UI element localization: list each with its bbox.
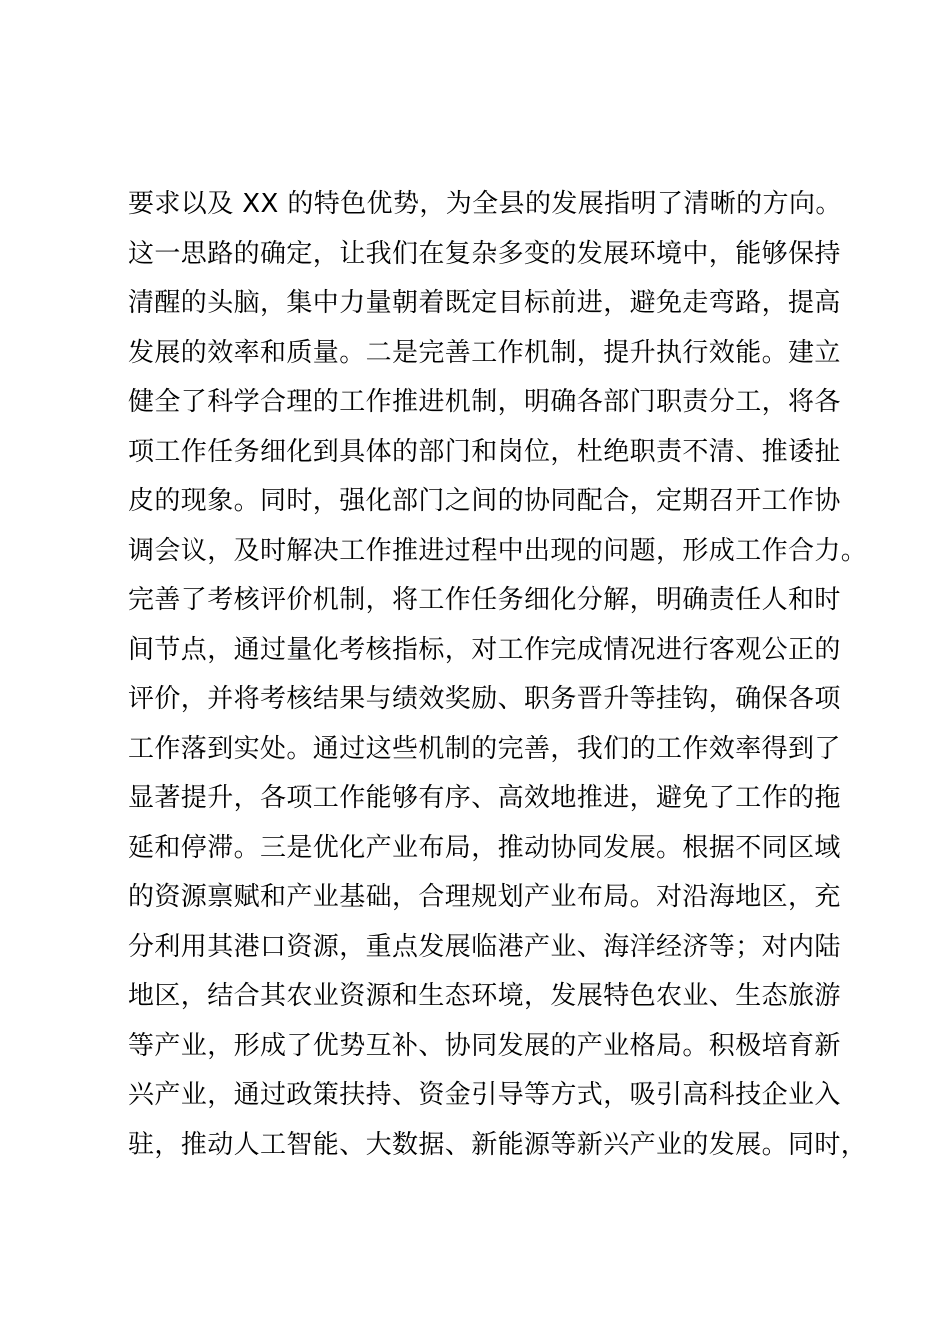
text-line: 延和停滞。三是优化产业布局，推动协同发展。根据不同区域 bbox=[128, 832, 841, 863]
text-line: 健全了科学合理的工作推进机制，明确各部门职责分工，将各 bbox=[128, 387, 841, 417]
text-line: 的资源禀赋和产业基础，合理规划产业布局。对沿海地区，充 bbox=[128, 882, 841, 912]
text-line: 间节点，通过量化考核指标，对工作完成情况进行客观公正的 bbox=[128, 634, 841, 665]
text-line: 兴产业，通过政策扶持、资金引导等方式，吸引高科技企业入 bbox=[128, 1080, 841, 1110]
text-line: 要求以及 XX 的特色优势，为全县的发展指明了清晰的方向。 bbox=[128, 189, 842, 219]
text-line: 工作落到实处。通过这些机制的完善，我们的工作效率得到了 bbox=[128, 733, 841, 764]
body-paragraph bbox=[128, 180, 868, 1170]
text-line: 显著提升，各项工作能够有序、高效地推进，避免了工作的拖 bbox=[128, 783, 841, 813]
text-line: 项工作任务细化到具体的部门和岗位，杜绝职责不清、推诿扯 bbox=[128, 436, 841, 467]
text-line: 皮的现象。同时，强化部门之间的协同配合，定期召开工作协 bbox=[128, 486, 841, 516]
text-line: 发展的效率和质量。二是完善工作机制，提升执行效能。建立 bbox=[128, 337, 841, 368]
text-line: 评价，并将考核结果与绩效奖励、职务晋升等挂钩，确保各项 bbox=[128, 684, 841, 714]
text-line: 等产业，形成了优势互补、协同发展的产业格局。积极培育新 bbox=[128, 1030, 841, 1061]
text-line: 地区，结合其农业资源和生态环境，发展特色农业、生态旅游 bbox=[128, 981, 841, 1011]
text-line: 调会议，及时解决工作推进过程中出现的问题，形成工作合力。 bbox=[128, 535, 868, 566]
text-line: 这一思路的确定，让我们在复杂多变的发展环境中，能够保持 bbox=[128, 238, 841, 269]
text-line: 完善了考核评价机制，将工作任务细化分解，明确责任人和时 bbox=[128, 585, 841, 615]
text-line: 驻，推动人工智能、大数据、新能源等新兴产业的发展。同时， bbox=[128, 1129, 868, 1160]
text-line: 分利用其港口资源，重点发展临港产业、海洋经济等；对内陆 bbox=[128, 931, 841, 962]
text-line: 清醒的头脑，集中力量朝着既定目标前进，避免走弯路，提高 bbox=[128, 288, 841, 318]
